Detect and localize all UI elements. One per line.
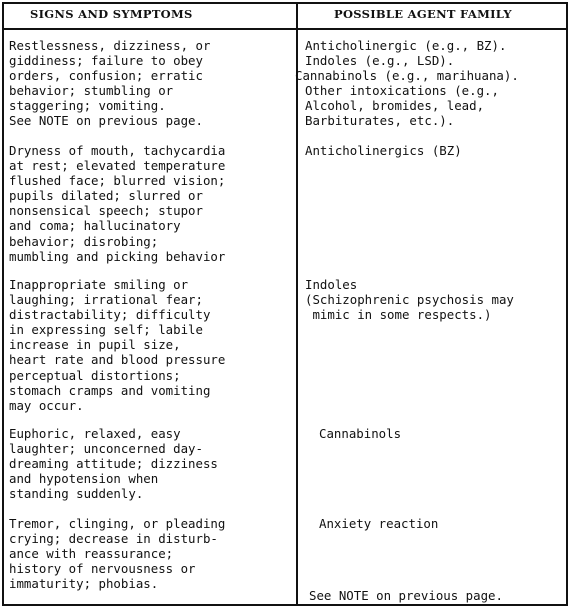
row-1-signs: Restlessness, dizziness, or giddiness; failure to obey orders, confusion; erratic behavior; stumbling or staggering; vomiting. See NOTE on previous page. xyxy=(9,38,211,129)
row-4-signs: Euphoric, relaxed, easy laughter; unconcerned day- dreaming attitude; dizziness and hypotension when standing suddenly. xyxy=(9,426,218,502)
row-4-agent: Cannabinols xyxy=(319,426,402,441)
row-2-signs: Dryness of mouth, tachycardia at rest; elevated temperature flushed face; blurred vision; pupils dilated; slurred or nonsensical speech; stupor and coma; hallucinatory behavior; disrobing; mumbling and picking behavior xyxy=(9,143,226,264)
row-5-signs: Tremor, clinging, or pleading crying; decrease in disturb- ance with reassurance; history of nervousness or immaturity; phobias. xyxy=(9,516,226,592)
row-1-agent-other-intoxications: Other intoxications (e.g., Alcohol, bromides, lead, Barbiturates, etc.). xyxy=(305,83,499,129)
row-1-agent-anticholinergic-indoles: Anticholinergic (e.g., BZ). Indoles (e.g., LSD). xyxy=(305,38,507,69)
header-signs-and-symptoms: SIGNS AND SYMPTOMS xyxy=(30,7,193,21)
row-5-note: See NOTE on previous page. xyxy=(309,588,503,603)
row-2-agent: Anticholinergics (BZ) xyxy=(305,143,462,158)
header-rule xyxy=(4,28,566,30)
symptom-agent-table xyxy=(2,2,568,606)
row-1-agent-cannabinols: Cannabinols (e.g., marihuana). xyxy=(295,68,519,83)
row-5-agent: Anxiety reaction xyxy=(319,516,439,531)
column-divider xyxy=(296,4,298,604)
row-3-signs: Inappropriate smiling or laughing; irrational fear; distractability; difficulty in expressing self; labile increase in pupil size, heart rate and blood pressure perceptual distortions; stomach cramps and vomiting may occur. xyxy=(9,277,226,413)
row-3-agent: Indoles (Schizophrenic psychosis may mimic in some respects.) xyxy=(305,277,514,323)
header-possible-agent-family: POSSIBLE AGENT FAMILY xyxy=(334,7,512,21)
